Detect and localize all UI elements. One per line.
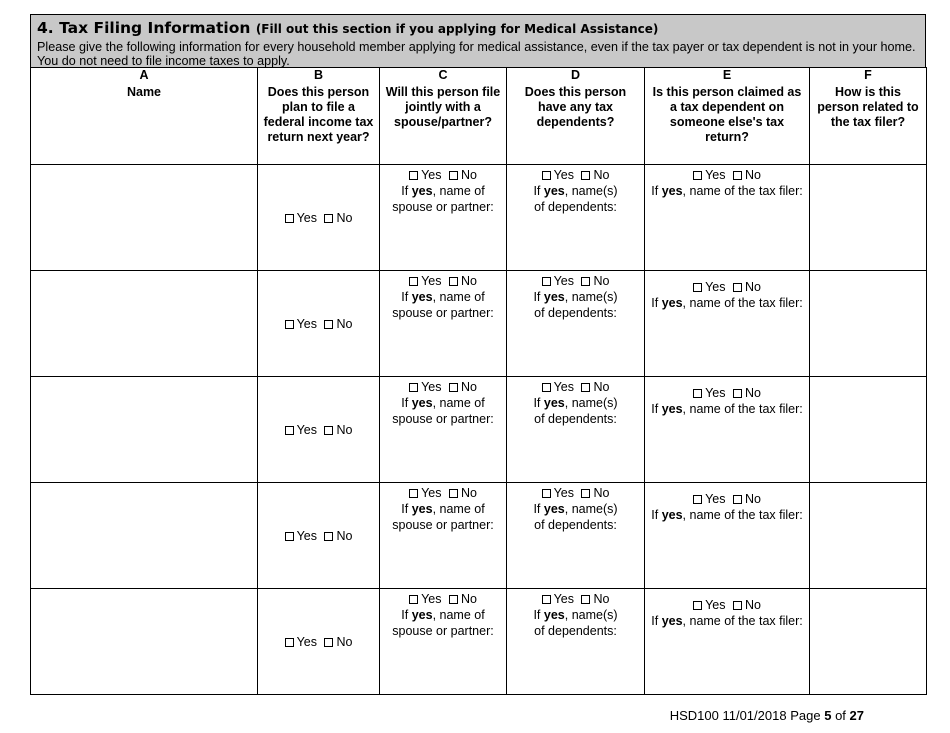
table-row — [31, 165, 927, 271]
if-label: If — [651, 402, 659, 416]
yes-emphasis: yes — [543, 502, 565, 516]
yes-checkbox[interactable] — [542, 171, 551, 180]
yes-label: Yes — [296, 634, 317, 649]
tax-filer-prompt — [645, 401, 809, 417]
question-a: Name — [126, 85, 162, 99]
no-checkbox[interactable] — [449, 595, 458, 604]
yes-emphasis: yes — [661, 402, 683, 416]
yes-label: Yes — [705, 386, 726, 400]
yes-checkbox[interactable] — [542, 489, 551, 498]
page-label: Page — [790, 708, 821, 723]
yes-emphasis: yes — [661, 184, 683, 198]
file-jointly-options — [380, 379, 506, 395]
column-letter-b: B — [258, 68, 380, 84]
no-checkbox[interactable] — [324, 638, 333, 647]
spouse-prompt — [380, 501, 506, 533]
if-label: If — [533, 290, 541, 304]
yes-label: Yes — [296, 528, 317, 543]
file-jointly-cell — [380, 165, 507, 271]
prompt-text: , name of the tax filer: — [682, 508, 803, 522]
if-label: If — [401, 608, 409, 622]
question-b: Does this person plan to file a federal income tax return next year? — [263, 85, 374, 144]
prompt-text: , name of the tax filer: — [682, 614, 803, 628]
if-label: If — [651, 184, 659, 198]
claimed-dependent-cell — [645, 377, 810, 483]
yes-label: Yes — [553, 168, 574, 182]
no-checkbox[interactable] — [733, 389, 742, 398]
yes-label: Yes — [296, 422, 317, 437]
column-header-file-jointly — [380, 83, 507, 165]
plan-to-file-cell — [258, 589, 380, 695]
no-label: No — [744, 168, 761, 182]
form-id: HSD100 11/01/2018 — [669, 708, 787, 723]
column-header-plan-to-file — [258, 83, 380, 165]
yes-emphasis: yes — [543, 608, 565, 622]
claimed-dependent-cell — [645, 165, 810, 271]
dependents-options — [507, 167, 644, 183]
yes-checkbox[interactable] — [409, 383, 418, 392]
spouse-prompt — [380, 395, 506, 427]
plan-to-file-options — [258, 634, 379, 650]
yes-checkbox[interactable] — [409, 595, 418, 604]
file-jointly-cell — [380, 377, 507, 483]
name-cell[interactable] — [31, 589, 258, 695]
if-label: If — [533, 184, 541, 198]
prompt-text: , name of spouse or partner: — [392, 502, 494, 532]
dependents-prompt — [507, 395, 644, 427]
no-label: No — [460, 592, 477, 606]
dependents-options — [507, 273, 644, 289]
no-checkbox[interactable] — [581, 595, 590, 604]
prompt-text: , name of spouse or partner: — [392, 608, 494, 638]
no-checkbox[interactable] — [733, 601, 742, 610]
dependents-options — [507, 591, 644, 607]
dependents-prompt — [507, 289, 644, 321]
no-checkbox[interactable] — [449, 383, 458, 392]
tax-filer-prompt — [645, 183, 809, 199]
if-label: If — [401, 184, 409, 198]
yes-checkbox[interactable] — [542, 277, 551, 286]
prompt-text: , name of spouse or partner: — [392, 396, 494, 426]
yes-checkbox[interactable] — [693, 495, 702, 504]
file-jointly-options — [380, 167, 506, 183]
no-label: No — [336, 316, 353, 331]
prompt-text: , name(s) of dependents: — [534, 184, 618, 214]
prompt-text: , name(s) of dependents: — [534, 608, 618, 638]
column-header-tax-dependents — [507, 83, 645, 165]
if-label: If — [401, 290, 409, 304]
no-label: No — [593, 380, 610, 394]
no-label: No — [336, 528, 353, 543]
no-label: No — [744, 598, 761, 612]
table-row — [31, 377, 927, 483]
no-checkbox[interactable] — [581, 277, 590, 286]
dependents-cell — [507, 165, 645, 271]
prompt-text: , name(s) of dependents: — [534, 290, 618, 320]
claimed-dependent-cell — [645, 271, 810, 377]
no-label: No — [593, 168, 610, 182]
section-title-text: 4. Tax Filing Information — [37, 19, 251, 37]
claimed-dependent-cell — [645, 483, 810, 589]
dependents-options — [507, 485, 644, 501]
name-cell[interactable] — [31, 165, 258, 271]
if-label: If — [533, 608, 541, 622]
yes-label: Yes — [553, 274, 574, 288]
yes-label: Yes — [553, 486, 574, 500]
yes-checkbox[interactable] — [409, 277, 418, 286]
yes-label: Yes — [553, 592, 574, 606]
no-checkbox[interactable] — [449, 171, 458, 180]
claimed-dependent-cell — [645, 589, 810, 695]
no-label: No — [744, 492, 761, 506]
spouse-prompt — [380, 183, 506, 215]
no-label: No — [593, 592, 610, 606]
plan-to-file-options — [258, 422, 379, 438]
no-checkbox[interactable] — [324, 320, 333, 329]
yes-emphasis: yes — [661, 614, 683, 628]
question-e: Is this person claimed as a tax dependent on someone else's tax return? — [652, 85, 802, 144]
relation-cell[interactable] — [810, 377, 927, 483]
spouse-prompt — [380, 607, 506, 639]
column-letter-d: D — [507, 68, 645, 84]
tax-filer-prompt — [645, 613, 809, 629]
yes-checkbox[interactable] — [409, 171, 418, 180]
plan-to-file-cell — [258, 271, 380, 377]
if-label: If — [401, 396, 409, 410]
plan-to-file-options — [258, 528, 379, 544]
no-label: No — [460, 168, 477, 182]
yes-checkbox[interactable] — [542, 383, 551, 392]
column-letter-a: A — [31, 68, 258, 84]
question-f: How is this person related to the tax filer? — [817, 85, 919, 129]
no-checkbox[interactable] — [324, 532, 333, 541]
yes-label: Yes — [421, 380, 442, 394]
section-subtitle: (Fill out this section if you applying for Medical Assistance) — [255, 22, 659, 36]
column-question-row — [31, 83, 927, 165]
file-jointly-cell — [380, 589, 507, 695]
no-checkbox[interactable] — [449, 277, 458, 286]
column-header-name — [31, 83, 258, 165]
yes-emphasis: yes — [411, 290, 433, 304]
no-label: No — [460, 274, 477, 288]
yes-label: Yes — [553, 380, 574, 394]
prompt-text: , name of the tax filer: — [682, 402, 803, 416]
yes-emphasis: yes — [543, 290, 565, 304]
yes-emphasis: yes — [661, 296, 683, 310]
yes-label: Yes — [421, 486, 442, 500]
page-current: 5 — [824, 708, 832, 723]
no-checkbox[interactable] — [733, 171, 742, 180]
prompt-text: , name of the tax filer: — [682, 296, 803, 310]
yes-emphasis: yes — [661, 508, 683, 522]
yes-checkbox[interactable] — [693, 389, 702, 398]
tax-filer-prompt — [645, 295, 809, 311]
plan-to-file-cell — [258, 483, 380, 589]
plan-to-file-options — [258, 316, 379, 332]
file-jointly-options — [380, 591, 506, 607]
table-row — [31, 589, 927, 695]
prompt-text: , name of spouse or partner: — [392, 290, 494, 320]
name-cell[interactable] — [31, 271, 258, 377]
claimed-dependent-options — [645, 167, 809, 183]
claimed-dependent-options — [645, 597, 809, 613]
yes-checkbox[interactable] — [285, 532, 294, 541]
dependents-cell — [507, 483, 645, 589]
tax-filing-form — [30, 14, 926, 695]
dependents-prompt — [507, 183, 644, 215]
file-jointly-cell — [380, 271, 507, 377]
tax-filer-prompt — [645, 507, 809, 523]
yes-checkbox[interactable] — [409, 489, 418, 498]
yes-label: Yes — [705, 168, 726, 182]
no-checkbox[interactable] — [581, 171, 590, 180]
no-label: No — [336, 210, 353, 225]
dependents-cell — [507, 377, 645, 483]
column-letter-c: C — [380, 68, 507, 84]
no-checkbox[interactable] — [324, 426, 333, 435]
plan-to-file-cell — [258, 165, 380, 271]
no-checkbox[interactable] — [324, 214, 333, 223]
no-checkbox[interactable] — [733, 495, 742, 504]
claimed-dependent-options — [645, 491, 809, 507]
table-row — [31, 483, 927, 589]
page-total: 27 — [849, 708, 864, 723]
prompt-text: , name of spouse or partner: — [392, 184, 494, 214]
yes-checkbox[interactable] — [285, 214, 294, 223]
no-label: No — [593, 486, 610, 500]
section-title — [37, 19, 919, 37]
prompt-text: , name(s) of dependents: — [534, 502, 618, 532]
dependents-prompt — [507, 607, 644, 639]
no-label: No — [593, 274, 610, 288]
no-checkbox[interactable] — [449, 489, 458, 498]
file-jointly-options — [380, 273, 506, 289]
dependents-options — [507, 379, 644, 395]
if-label: If — [533, 502, 541, 516]
column-letter-row — [31, 68, 927, 84]
yes-emphasis: yes — [411, 396, 433, 410]
no-checkbox[interactable] — [581, 489, 590, 498]
question-d: Does this person have any tax dependents? — [524, 85, 627, 129]
if-label: If — [651, 296, 659, 310]
yes-label: Yes — [296, 316, 317, 331]
of-label: of — [835, 708, 846, 723]
yes-checkbox[interactable] — [693, 601, 702, 610]
section-intro: Please give the following information for every household member applying for medical assistance, even if the tax payer or tax dependent is not in your home. You do not need to file income taxes to apply. — [37, 40, 916, 68]
relation-cell[interactable] — [810, 165, 927, 271]
table-row — [31, 271, 927, 377]
yes-label: Yes — [705, 492, 726, 506]
if-label: If — [651, 614, 659, 628]
yes-emphasis: yes — [411, 184, 433, 198]
yes-label: Yes — [421, 592, 442, 606]
page-footer — [670, 708, 864, 723]
yes-label: Yes — [421, 168, 442, 182]
yes-label: Yes — [421, 274, 442, 288]
yes-checkbox[interactable] — [285, 638, 294, 647]
claimed-dependent-options — [645, 279, 809, 295]
yes-checkbox[interactable] — [693, 171, 702, 180]
name-cell[interactable] — [31, 377, 258, 483]
tax-filing-table — [30, 67, 927, 695]
column-letter-f: F — [810, 68, 927, 84]
yes-checkbox[interactable] — [285, 320, 294, 329]
yes-emphasis: yes — [411, 608, 433, 622]
question-c: Will this person file jointly with a spouse/partner? — [385, 85, 501, 129]
no-checkbox[interactable] — [733, 283, 742, 292]
section-header — [30, 14, 926, 67]
name-cell[interactable] — [31, 483, 258, 589]
dependents-prompt — [507, 501, 644, 533]
yes-label: Yes — [296, 210, 317, 225]
if-label: If — [401, 502, 409, 516]
column-header-claimed-dependent — [645, 83, 810, 165]
file-jointly-cell — [380, 483, 507, 589]
yes-label: Yes — [705, 280, 726, 294]
yes-label: Yes — [705, 598, 726, 612]
claimed-dependent-options — [645, 385, 809, 401]
yes-checkbox[interactable] — [285, 426, 294, 435]
yes-checkbox[interactable] — [542, 595, 551, 604]
relation-cell[interactable] — [810, 483, 927, 589]
plan-to-file-options — [258, 210, 379, 226]
if-label: If — [651, 508, 659, 522]
prompt-text: , name of the tax filer: — [682, 184, 803, 198]
yes-emphasis: yes — [543, 184, 565, 198]
no-label: No — [460, 486, 477, 500]
relation-cell[interactable] — [810, 589, 927, 695]
column-header-relation — [810, 83, 927, 165]
no-label: No — [336, 422, 353, 437]
yes-checkbox[interactable] — [693, 283, 702, 292]
plan-to-file-cell — [258, 377, 380, 483]
dependents-cell — [507, 271, 645, 377]
yes-emphasis: yes — [543, 396, 565, 410]
no-checkbox[interactable] — [581, 383, 590, 392]
if-label: If — [533, 396, 541, 410]
file-jointly-options — [380, 485, 506, 501]
no-label: No — [744, 386, 761, 400]
no-label: No — [336, 634, 353, 649]
prompt-text: , name(s) of dependents: — [534, 396, 618, 426]
no-label: No — [744, 280, 761, 294]
column-letter-e: E — [645, 68, 810, 84]
no-label: No — [460, 380, 477, 394]
yes-emphasis: yes — [411, 502, 433, 516]
spouse-prompt — [380, 289, 506, 321]
dependents-cell — [507, 589, 645, 695]
relation-cell[interactable] — [810, 271, 927, 377]
